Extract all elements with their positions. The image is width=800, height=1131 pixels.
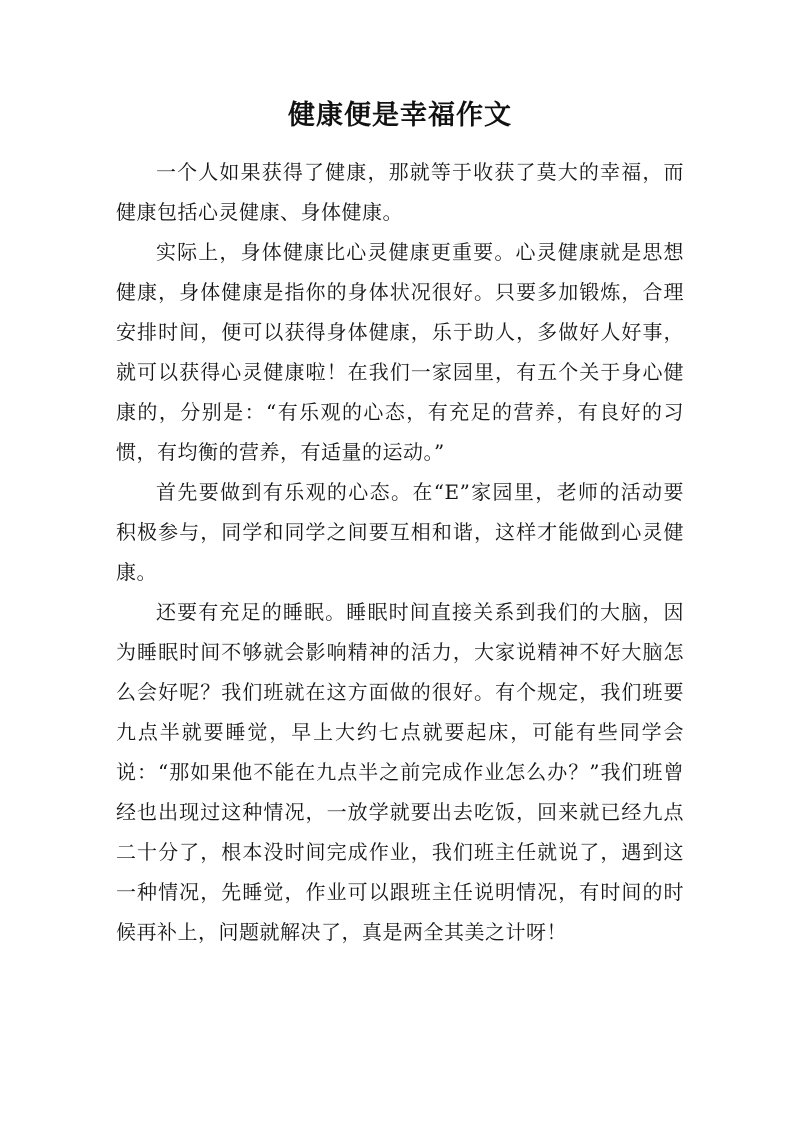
paragraph-3: 首先要做到有乐观的心态。在“E”家园里，老师的活动要积极参与，同学和同学之间要互相和谐，这样才能做到心灵健康。 (116, 480, 684, 584)
paragraph-4: 还要有充足的睡眠。睡眠时间直接关系到我们的大脑，因为睡眠时间不够就会影响精神的活力，大家说精神不好大脑怎么会好呢？我们班就在这方面做的很好。有个规定，我们班要九点半就要睡觉，早上大约七点就要起床，可能有些同学会说：“那如果他不能在九点半之前完成作业怎么办？”我们班曾经也出现过这种情况，一放学就要出去吃饭，回来就已经九点二十分了，根本没时间完成作业，我们班主任就说了，遇到这一种情况，先睡觉，作业可以跟班主任说明情况，有时间的时候再补上，问题就解决了，真是两全其美之计呀！ (116, 600, 684, 944)
article-body (116, 152, 684, 952)
paragraph-1: 一个人如果获得了健康，那就等于收获了莫大的幸福，而健康包括心灵健康、身体健康。 (116, 160, 684, 224)
page-title: 健康便是幸福作文 (288, 100, 512, 131)
paragraph-2: 实际上，身体健康比心灵健康更重要。心灵健康就是思想健康，身体健康是指你的身体状况很好。只要多加锻炼，合理安排时间，便可以获得身体健康，乐于助人，多做好人好事，就可以获得心灵健康啦！在我们一家园里，有五个关于身心健康的，分别是：“有乐观的心态，有充足的营养，有良好的习惯，有均衡的营养，有适量的运动。” (116, 240, 684, 464)
